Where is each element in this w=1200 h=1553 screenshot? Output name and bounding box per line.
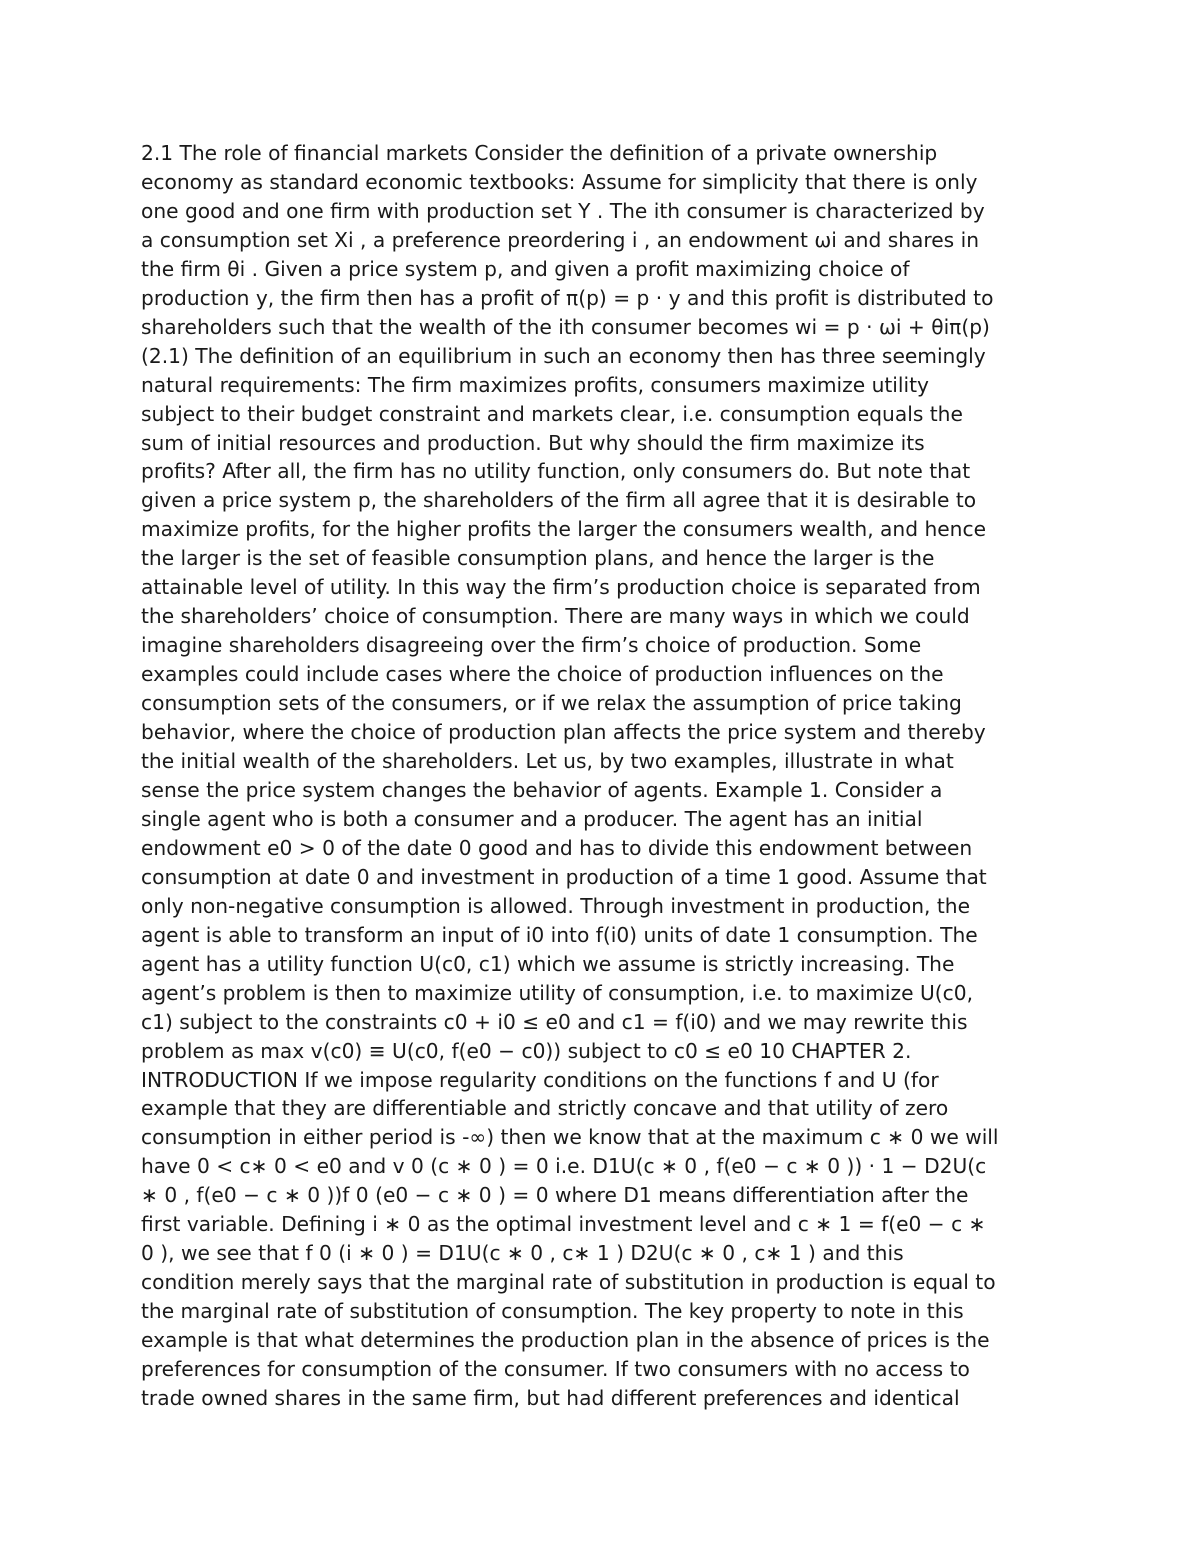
text-line: shareholders such that the wealth of the ith consumer becomes wi = p · ωi + θiπ(p) (141, 314, 990, 339)
text-line: problem as max v(c0) ≡ U(c0, f(e0 − c0)) subject to c0 ≤ e0 10 CHAPTER 2. (141, 1038, 912, 1063)
text-line: the shareholders’ choice of consumption. There are many ways in which we could (141, 604, 970, 629)
text-line: a consumption set Xi , a preference preordering i , an endowment ωi and shares in (141, 227, 980, 252)
text-line: example is that what determines the production plan in the absence of prices is the (141, 1328, 990, 1353)
text-line: economy as standard economic textbooks: Assume for simplicity that there is only (141, 169, 978, 194)
text-line: behavior, where the choice of production plan affects the price system and thereby (141, 720, 986, 745)
text-line: profits? After all, the firm has no utility function, only consumers do. But note that (141, 459, 971, 484)
text-line: attainable level of utility. In this way the firm’s production choice is separated from (141, 575, 981, 600)
text-line: agent’s problem is then to maximize utility of consumption, i.e. to maximize U(c0, (141, 980, 973, 1005)
text-line: agent is able to transform an input of i0 into f(i0) units of date 1 consumption. The (141, 922, 978, 947)
text-line: maximize profits, for the higher profits the larger the consumers wealth, and hence (141, 517, 986, 542)
text-line: trade owned shares in the same firm, but had different preferences and identical (141, 1385, 960, 1410)
text-line: consumption sets of the consumers, or if we relax the assumption of price taking (141, 691, 962, 716)
text-line: ∗ 0 , f(e0 − c ∗ 0 ))f 0 (e0 − c ∗ 0 ) = 0 where D1 means differentiation after the (141, 1183, 969, 1208)
text-line: given a price system p, the shareholders of the firm all agree that it is desirable to (141, 488, 977, 513)
text-line: 0 ), we see that f 0 (i ∗ 0 ) = D1U(c ∗ 0 , c∗ 1 ) D2U(c ∗ 0 , c∗ 1 ) and this (141, 1241, 904, 1266)
text-line: the initial wealth of the shareholders. Let us, by two examples, illustrate in what (141, 749, 954, 774)
text-line: have 0 < c∗ 0 < e0 and v 0 (c ∗ 0 ) = 0 i.e. D1U(c ∗ 0 , f(e0 − c ∗ 0 )) · 1 − D2U(c (141, 1154, 987, 1179)
text-line: one good and one firm with production set Y . The ith consumer is characterized by (141, 198, 985, 223)
text-line: INTRODUCTION If we impose regularity conditions on the functions f and U (for (141, 1067, 939, 1092)
text-line: only non-negative consumption is allowed. Through investment in production, the (141, 893, 970, 918)
text-line: consumption in either period is -∞) then we know that at the maximum c ∗ 0 we will (141, 1125, 999, 1150)
text-line: endowment e0 > 0 of the date 0 good and has to divide this endowment between (141, 835, 973, 860)
text-line: natural requirements: The firm maximizes profits, consumers maximize utility (141, 372, 929, 397)
text-line: 2.1 The role of financial markets Consider the definition of a private ownership (141, 141, 938, 165)
text-line: subject to their budget constraint and markets clear, i.e. consumption equals the (141, 401, 963, 426)
text-line: example that they are differentiable and strictly concave and that utility of zero (141, 1096, 949, 1121)
text-line: production y, the firm then has a profit of π(p) = p · y and this profit is distributed to (141, 285, 994, 310)
text-line: agent has a utility function U(c0, c1) which we assume is strictly increasing. The (141, 951, 955, 976)
text-line: the marginal rate of substitution of consumption. The key property to note in this (141, 1299, 964, 1324)
text-line: (2.1) The definition of an equilibrium in such an economy then has three seemingly (141, 343, 986, 368)
text-line: c1) subject to the constraints c0 + i0 ≤ e0 and c1 = f(i0) and we may rewrite this (141, 1009, 968, 1034)
text-line: single agent who is both a consumer and a producer. The agent has an initial (141, 806, 923, 831)
text-line: sense the price system changes the behavior of agents. Example 1. Consider a (141, 777, 943, 802)
text-line: preferences for consumption of the consumer. If two consumers with no access to (141, 1357, 970, 1382)
text-line: the firm θi . Given a price system p, and given a profit maximizing choice of (141, 256, 910, 281)
text-line: sum of initial resources and production. But why should the firm maximize its (141, 430, 925, 455)
text-line: examples could include cases where the choice of production influences on the (141, 662, 944, 687)
text-line: consumption at date 0 and investment in production of a time 1 good. Assume that (141, 864, 987, 889)
text-line: first variable. Defining i ∗ 0 as the optimal investment level and c ∗ 1 = f(e0 − c ∗ (141, 1212, 986, 1237)
text-line: the larger is the set of feasible consumption plans, and hence the larger is the (141, 546, 935, 571)
text-line: imagine shareholders disagreeing over the firm’s choice of production. Some (141, 633, 922, 658)
body-text (141, 139, 1076, 1413)
text-line: condition merely says that the marginal rate of substitution in production is equal to (141, 1270, 996, 1295)
